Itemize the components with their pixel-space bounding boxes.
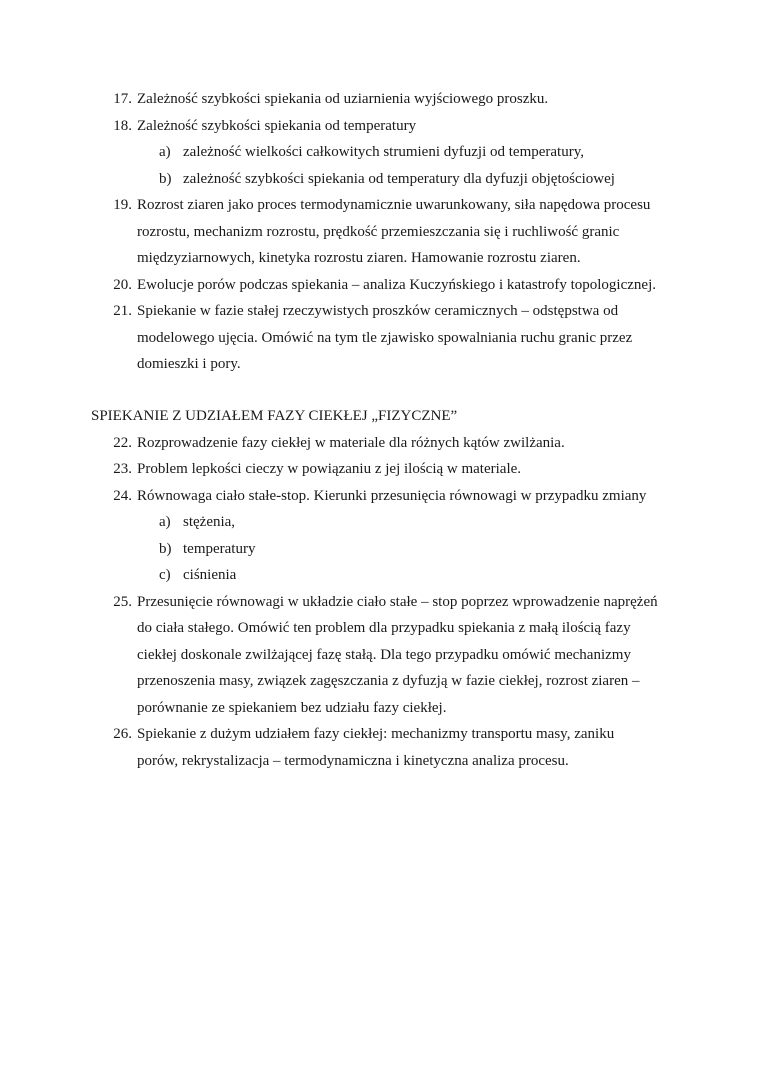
item-text: Ewolucje porów podczas spiekania – analiza Kuczyńskiego i katastrofy topologicznej. — [137, 277, 656, 293]
item-text: ciekłej doskonale zwilżającej fazę stałą. Dla tego przypadku omówić mechanizmy — [137, 647, 631, 663]
item-number: 25. — [113, 594, 132, 610]
item-text: Problem lepkości cieczy w powiązaniu z jej ilością w materiale. — [137, 461, 522, 477]
subitem-text: zależność wielkości całkowitych strumieni dyfuzji od temperatury, — [183, 144, 584, 160]
item-text: domieszki i pory. — [137, 356, 241, 372]
section-heading: SPIEKANIE Z UDZIAŁEM FAZY CIEKŁEJ „FIZYCZNE” — [91, 408, 458, 424]
list-item-26-cont — [137, 751, 569, 771]
list-item-25-cont — [137, 698, 446, 718]
subitem-letter: a) — [159, 144, 171, 160]
item-text: przenoszenia masy, związek zagęszczania z dyfuzją w fazie ciekłej, rozrost ziaren – — [137, 673, 640, 689]
item-number: 17. — [113, 91, 132, 107]
subitem-text: ciśnienia — [183, 567, 237, 583]
subitem-text: temperatury — [183, 541, 256, 557]
item-text: Rozprowadzenie fazy ciekłej w materiale dla różnych kątów zwilżania. — [137, 435, 565, 451]
subitem-text: stężenia, — [183, 514, 236, 530]
item-number: 21. — [113, 303, 132, 319]
list-item-19-cont — [137, 248, 581, 268]
item-number: 20. — [113, 277, 132, 293]
item-text: Równowaga ciało stałe-stop. Kierunki przesunięcia równowagi w przypadku zmiany — [137, 488, 647, 504]
list-item-21-cont — [137, 354, 241, 374]
list-item-25-cont — [137, 645, 631, 665]
item-text: Spiekanie w fazie stałej rzeczywistych proszków ceramicznych – odstępstwa od — [137, 303, 619, 319]
item-text: modelowego ujęcia. Omówić na tym tle zjawisko spowalniania ruchu granic przez — [137, 330, 633, 346]
item-text: Zależność szybkości spiekania od uziarnienia wyjściowego proszku. — [137, 91, 549, 107]
item-number: 24. — [113, 488, 132, 504]
item-text: porównanie ze spiekaniem bez udziału fazy ciekłej. — [137, 700, 447, 716]
subitem-letter: c) — [159, 567, 171, 583]
item-number: 26. — [113, 726, 132, 742]
item-text: Spiekanie z dużym udziałem fazy ciekłej: mechanizmy transportu masy, zaniku — [137, 726, 615, 742]
item-text: porów, rekrystalizacja – termodynamiczna i kinetyczna analiza procesu. — [137, 753, 569, 769]
subitem-text: zależność szybkości spiekania od temperatury dla dyfuzji objętościowej — [183, 171, 615, 187]
item-number: 18. — [113, 118, 132, 134]
list-item-25-cont — [137, 671, 640, 691]
list-item-25-cont — [137, 618, 631, 638]
list-item-19-cont — [137, 222, 619, 242]
item-text: rozrostu, mechanizm rozrostu, prędkość przemieszczania się i ruchliwość granic — [137, 224, 620, 240]
item-text: Rozrost ziaren jako proces termodynamicznie uwarunkowany, siła napędowa procesu — [137, 197, 651, 213]
item-text: Przesunięcie równowagi w układzie ciało stałe – stop poprzez wprowadzenie naprężeń — [137, 594, 658, 610]
item-text: międzyziarnowych, kinetyka rozrostu ziaren. Hamowanie rozrostu ziaren. — [137, 250, 581, 266]
subitem-letter: a) — [159, 514, 171, 530]
subitem-letter: b) — [159, 171, 172, 187]
item-text: do ciała stałego. Omówić ten problem dla przypadku spiekania z małą ilością fazy — [137, 620, 631, 636]
item-number: 19. — [113, 197, 132, 213]
subitem-letter: b) — [159, 541, 172, 557]
item-number: 23. — [113, 461, 132, 477]
list-item-21-cont — [137, 328, 632, 348]
item-text: Zależność szybkości spiekania od temperatury — [137, 118, 417, 134]
item-number: 22. — [113, 435, 132, 451]
